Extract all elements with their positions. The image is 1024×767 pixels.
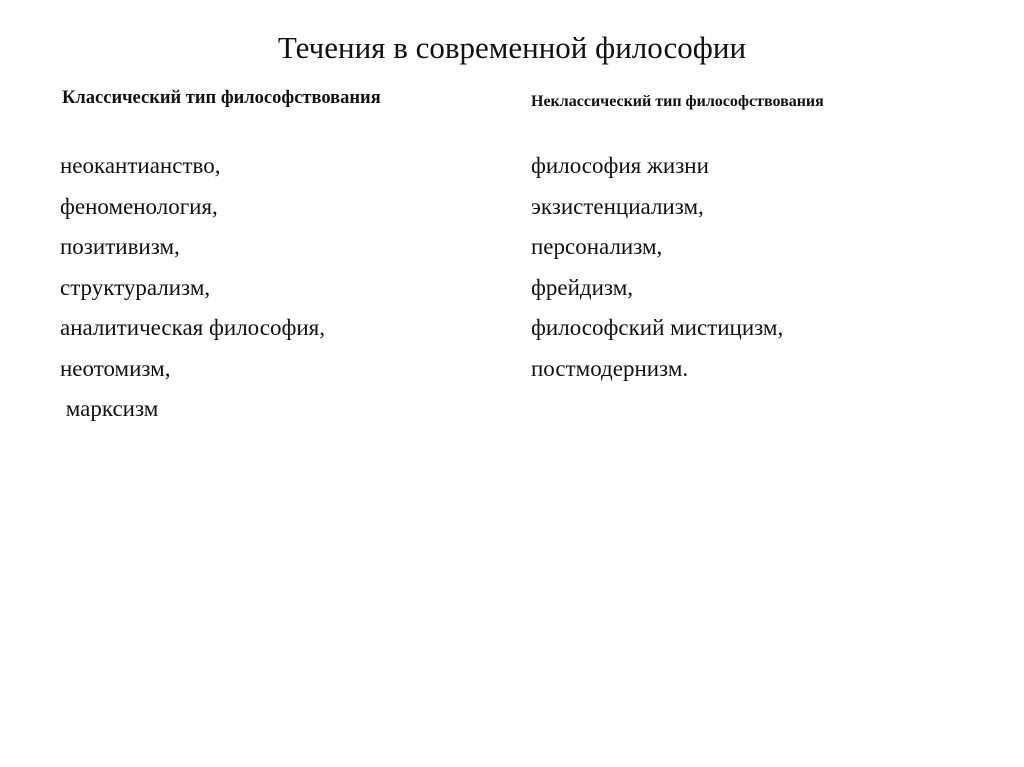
list-item: неокантианство, [60,153,221,178]
list-item: феноменология, [60,193,218,219]
list-item: аналитическая философия, [60,315,326,340]
list-item: позитивизм, [60,234,180,259]
classical-currents-list [60,153,325,437]
list-item: философия жизни [531,153,709,178]
list-item: структурализм, [60,274,211,300]
list-item: неотомизм, [60,355,171,381]
list-item: экзистенциализм, [531,193,704,219]
slide-title: Течения в современной философии [277,30,747,65]
nonclassical-currents-list [531,153,783,396]
list-item: персонализм, [531,234,663,259]
nonclassical-type-heading: Неклассический тип философствования [531,93,824,110]
list-item: философский мистицизм, [531,315,784,340]
list-item: марксизм [60,396,159,421]
classical-type-heading: Классический тип философствования [62,88,381,108]
list-item: фрейдизм, [531,274,633,300]
list-item: постмодернизм. [531,355,689,381]
